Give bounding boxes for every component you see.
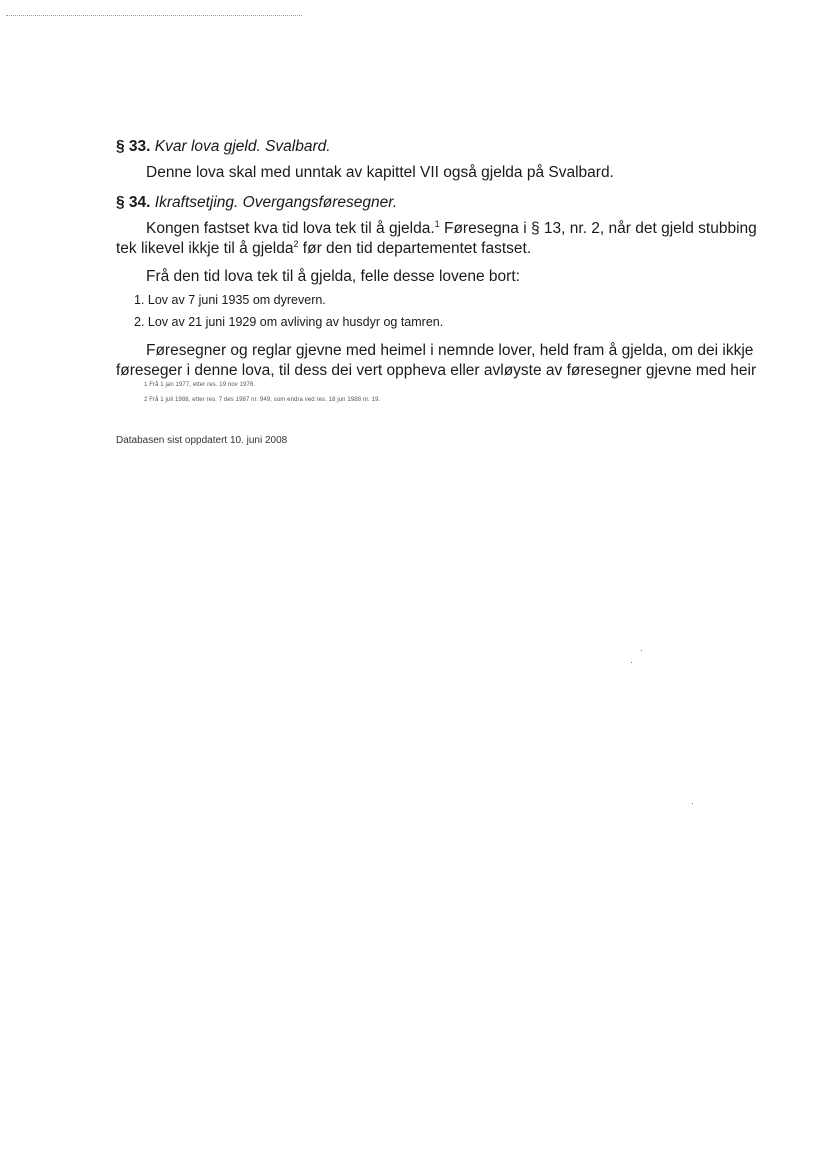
scan-speck [631, 662, 632, 663]
section-34-number: § 34. [116, 194, 151, 211]
section-34-para2: Frå den tid lova tek til å gjelda, felle desse lovene bort: [146, 268, 520, 285]
para1-text-b: Føresegna i § 13, nr. 2, når det gjeld stubbing [439, 220, 757, 237]
footnote-ref-2: 2 [293, 239, 299, 249]
section-34-para3-line2: føreseger i denne lova, til dess dei vert oppheva eller avløyste av føresegner gjevne med heir [116, 362, 757, 379]
top-dotted-rule [6, 15, 302, 16]
footnote-ref-1: 1 [434, 219, 440, 229]
section-34-heading [116, 194, 397, 212]
footnote-1: 1 Frå 1 jan 1977, etter res. 19 nov 1976. [144, 382, 256, 388]
section-33-heading [116, 138, 331, 156]
section-34-title: Ikraftsetjing. Overgangsføresegner. [154, 194, 398, 211]
para1-line2-text-a: tek likevel ikkje til å gjelda [116, 240, 294, 257]
scan-speck [641, 650, 642, 651]
para1-line2-text-b: før den tid departementet fastset. [298, 240, 532, 257]
list-item: 2. Lov av 21 juni 1929 om avliving av husdyr og tamren. [134, 315, 444, 329]
section-34-para1-line2 [116, 240, 531, 258]
scan-speck [692, 803, 693, 804]
section-33-number: § 33. [116, 138, 151, 155]
section-33-text: Denne lova skal med unntak av kapittel VII også gjelda på Svalbard. [146, 164, 614, 181]
section-34-para3-line1: Føresegner og reglar gjevne med heimel i nemnde lover, held fram å gjelda, om dei ikkje [146, 342, 754, 359]
footnote-2: 2 Frå 1 juli 1988, etter res. 7 des 1987 nr. 949, som endra ved res. 18 jun 1988 nr. 19. [144, 397, 381, 403]
database-updated-note: Databasen sist oppdatert 10. juni 2008 [116, 435, 288, 446]
section-33-title: Kvar lova gjeld. Svalbard. [154, 138, 331, 155]
list-item: 1. Lov av 7 juni 1935 om dyrevern. [134, 293, 326, 307]
para1-text-a: Kongen fastset kva tid lova tek til å gjelda. [146, 220, 435, 237]
section-34-para1-line1 [146, 220, 757, 238]
